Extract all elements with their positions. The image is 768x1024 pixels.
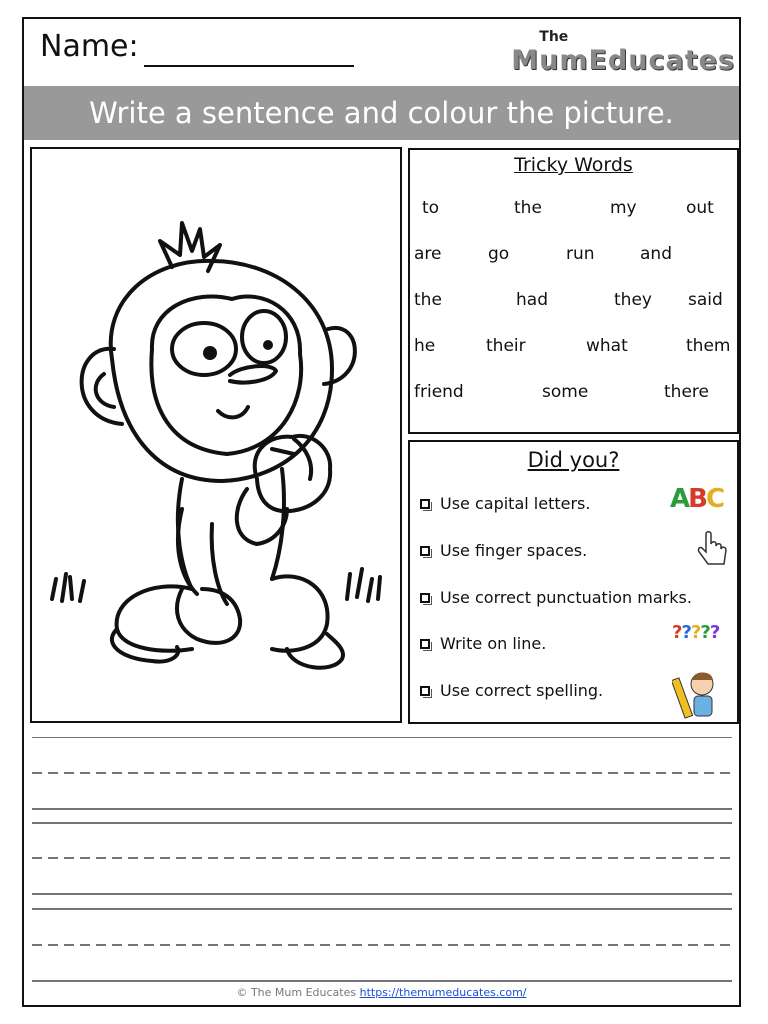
tricky-word: what bbox=[586, 336, 628, 356]
tricky-word: had bbox=[516, 290, 548, 310]
child-with-pencil-icon bbox=[672, 668, 722, 722]
tricky-word: there bbox=[664, 382, 709, 402]
brand-logo bbox=[511, 29, 735, 76]
website-link[interactable]: https://themumeducates.com/ bbox=[359, 986, 527, 999]
logo-main: MumEducates bbox=[511, 45, 735, 76]
checklist-item[interactable] bbox=[420, 634, 546, 653]
did-you-checklist-box bbox=[408, 440, 739, 724]
worksheet-page bbox=[22, 17, 741, 1007]
tricky-word: they bbox=[614, 290, 652, 310]
tricky-word: to bbox=[422, 198, 440, 218]
pointing-hand-icon bbox=[694, 530, 730, 570]
footer bbox=[24, 986, 739, 999]
checklist-item[interactable] bbox=[420, 588, 692, 607]
checkbox[interactable] bbox=[420, 499, 430, 509]
tricky-word: some bbox=[542, 382, 589, 402]
tricky-word: and bbox=[640, 244, 672, 264]
tricky-word: their bbox=[486, 336, 526, 356]
checklist-item[interactable] bbox=[420, 494, 590, 513]
tricky-word: friend bbox=[414, 382, 464, 402]
tricky-word: them bbox=[686, 336, 731, 356]
tricky-word: the bbox=[514, 198, 542, 218]
checkbox[interactable] bbox=[420, 686, 430, 696]
monkey-illustration bbox=[32, 149, 400, 721]
copyright-text: © The Mum Educates bbox=[236, 986, 357, 999]
checklist-item[interactable] bbox=[420, 541, 587, 560]
tricky-word: out bbox=[686, 198, 714, 218]
abc-letters-icon: ABC bbox=[670, 484, 724, 514]
tricky-word: the bbox=[414, 290, 442, 310]
tricky-word: go bbox=[488, 244, 510, 264]
checklist-label: Use correct punctuation marks. bbox=[440, 588, 692, 607]
checklist-label: Use correct spelling. bbox=[440, 681, 604, 700]
colouring-picture-box bbox=[30, 147, 402, 723]
checkbox[interactable] bbox=[420, 593, 430, 603]
tricky-word: said bbox=[688, 290, 723, 310]
checkbox[interactable] bbox=[420, 639, 430, 649]
instruction-banner: Write a sentence and colour the picture. bbox=[24, 86, 739, 140]
tricky-word: my bbox=[610, 198, 637, 218]
did-you-title: Did you? bbox=[527, 448, 620, 472]
logo-the: The bbox=[539, 29, 569, 45]
checkbox[interactable] bbox=[420, 546, 430, 556]
tricky-word: are bbox=[414, 244, 442, 264]
name-label: Name: bbox=[40, 29, 139, 64]
tricky-words-box bbox=[408, 148, 739, 434]
writing-lines[interactable] bbox=[32, 737, 732, 982]
checklist-label: Write on line. bbox=[440, 634, 547, 653]
question-marks-icon: ????? bbox=[672, 622, 720, 643]
tricky-words-title: Tricky Words bbox=[514, 154, 633, 176]
checklist-label: Use finger spaces. bbox=[440, 541, 588, 560]
tricky-word: he bbox=[414, 336, 436, 356]
tricky-word: run bbox=[566, 244, 595, 264]
checklist-label: Use capital letters. bbox=[440, 494, 591, 513]
header bbox=[24, 19, 739, 85]
checklist-item[interactable] bbox=[420, 681, 603, 700]
name-line[interactable] bbox=[144, 65, 354, 67]
